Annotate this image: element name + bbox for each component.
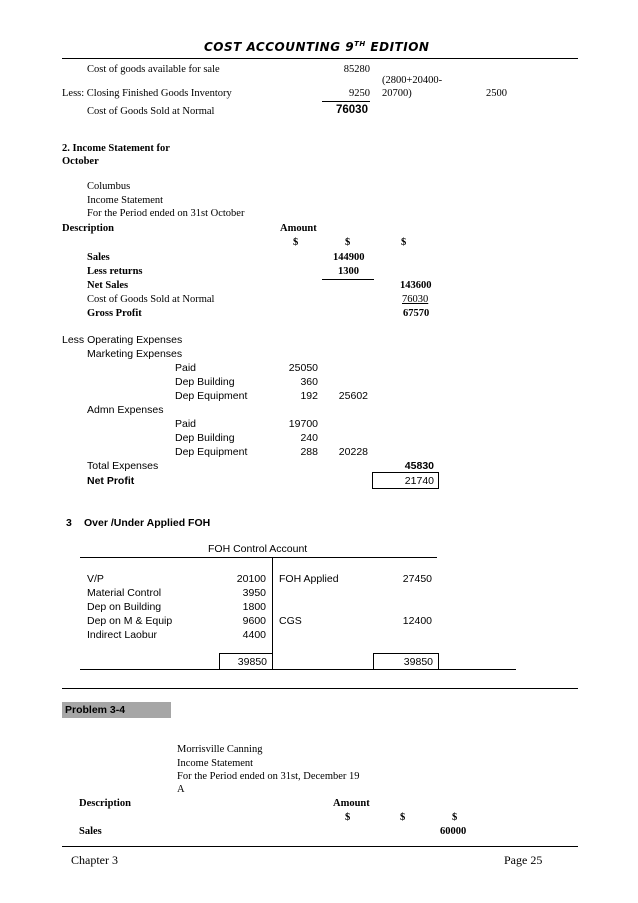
- company-name: Columbus: [87, 181, 131, 192]
- admin-label: Admn Expenses: [87, 404, 164, 416]
- foh-debit-total: 39850: [237, 656, 267, 668]
- problem-col-description: Description: [79, 798, 131, 809]
- foh-debit-label: V/P: [87, 573, 104, 585]
- returns-underline: [322, 279, 374, 280]
- problem-period-1: For the Period ended on 31st, December 19: [177, 771, 360, 782]
- returns-value: 1300: [338, 266, 359, 277]
- footer-chapter: Chapter 3: [71, 853, 118, 867]
- cogs-available-value: 85280: [343, 64, 370, 75]
- problem-currency-2: $: [400, 812, 406, 823]
- foh-heading: Over /Under Applied FOH: [84, 517, 211, 529]
- marketing-total: 25602: [338, 390, 368, 402]
- income-statement-heading-1: 2. Income Statement for: [62, 143, 170, 154]
- a-dep-equipment-label: Dep Equipment: [175, 446, 248, 458]
- problem-col-amount: Amount: [333, 798, 370, 809]
- foh-credit-label: CGS: [279, 615, 302, 627]
- a-paid-value: 19700: [288, 418, 318, 430]
- t-account-top-line: [80, 557, 437, 558]
- foh-debit-label: Dep on Building: [87, 601, 162, 613]
- is-cogs-label: Cost of Goods Sold at Normal: [87, 294, 215, 305]
- net-profit-value: 21740: [404, 475, 434, 487]
- closing-calc-result: 2500: [486, 88, 507, 99]
- net-profit-label: Net Profit: [87, 475, 135, 487]
- foh-credit-value: 12400: [402, 615, 432, 627]
- m-dep-equipment-label: Dep Equipment: [175, 390, 248, 402]
- net-sales-value: 143600: [400, 280, 432, 291]
- m-dep-building-value: 360: [300, 376, 318, 388]
- currency-col-1: $: [293, 237, 299, 248]
- problem-currency-1: $: [345, 812, 351, 823]
- header-rule: [62, 58, 578, 59]
- foh-debit-label: Indirect Laobur: [87, 629, 158, 641]
- problem-currency-3: $: [452, 812, 458, 823]
- foh-debit-value: 3950: [242, 587, 266, 599]
- foh-debit-value: 1800: [242, 601, 266, 613]
- problem-statement-title: Income Statement: [177, 758, 254, 769]
- sales-label: Sales: [87, 252, 110, 263]
- total-expenses-value: 45830: [404, 460, 434, 472]
- admin-total: 20228: [338, 446, 368, 458]
- m-paid-label: Paid: [175, 362, 197, 374]
- closing-inventory-underline: [322, 101, 370, 102]
- a-paid-label: Paid: [175, 418, 197, 430]
- foh-debit-value: 20100: [236, 573, 266, 585]
- currency-col-2: $: [345, 237, 351, 248]
- statement-period: For the Period ended on 31st October: [87, 208, 245, 219]
- sales-value: 144900: [333, 252, 365, 263]
- problem-company: Morrisville Canning: [177, 744, 263, 755]
- opex-heading: Less Operating Expenses: [62, 334, 183, 346]
- closing-inventory-label: Less: Closing Finished Goods Inventory: [62, 88, 232, 99]
- footer-page: Page 25: [504, 853, 543, 867]
- total-expenses-label: Total Expenses: [87, 460, 159, 472]
- a-dep-building-label: Dep Building: [175, 432, 235, 444]
- returns-label: Less returns: [87, 266, 143, 277]
- section-divider: [62, 688, 578, 689]
- income-statement-heading-2: October: [62, 156, 99, 167]
- closing-calc-line2: 20700): [382, 88, 412, 99]
- page-header-title: COST ACCOUNTING 9TH EDITION: [204, 40, 430, 54]
- foh-account-title: FOH Control Account: [208, 543, 308, 555]
- closing-calc-line1: (2800+20400-: [382, 75, 443, 86]
- gross-profit-label: Gross Profit: [87, 308, 142, 319]
- foh-debit-label: Dep on M & Equip: [87, 615, 173, 627]
- col-description: Description: [62, 223, 114, 234]
- closing-inventory-value: 9250: [349, 88, 370, 99]
- foh-credit-value: 27450: [402, 573, 432, 585]
- currency-col-3: $: [401, 237, 407, 248]
- marketing-label: Marketing Expenses: [87, 348, 183, 360]
- statement-title: Income Statement: [87, 195, 164, 206]
- foh-heading-number: 3: [66, 517, 72, 529]
- is-cogs-value: 76030: [402, 294, 429, 305]
- net-sales-label: Net Sales: [87, 280, 129, 291]
- m-dep-equipment-value: 192: [300, 390, 318, 402]
- gross-profit-value: 67570: [403, 308, 430, 319]
- foh-credit-total: 39850: [403, 656, 433, 668]
- problem-tag: Problem 3-4: [62, 702, 171, 718]
- footer-rule: [62, 846, 578, 847]
- cogs-normal-value: 76030: [336, 104, 368, 116]
- cogs-normal-label: Cost of Goods Sold at Normal: [87, 106, 215, 117]
- m-dep-building-label: Dep Building: [175, 376, 235, 388]
- cogs-available-label: Cost of goods available for sale: [87, 64, 220, 75]
- a-dep-building-value: 240: [300, 432, 318, 444]
- m-paid-value: 25050: [288, 362, 318, 374]
- a-dep-equipment-value: 288: [300, 446, 318, 458]
- problem-sales-label: Sales: [79, 826, 102, 837]
- t-account-bottom-line: [80, 669, 516, 670]
- problem-period-2: A: [177, 784, 185, 795]
- foh-debit-value: 4400: [242, 629, 266, 641]
- col-amount: Amount: [280, 223, 317, 234]
- foh-debit-value: 9600: [242, 615, 266, 627]
- foh-credit-label: FOH Applied: [279, 573, 339, 585]
- problem-sales-value: 60000: [440, 826, 467, 837]
- foh-debit-label: Material Control: [87, 587, 162, 599]
